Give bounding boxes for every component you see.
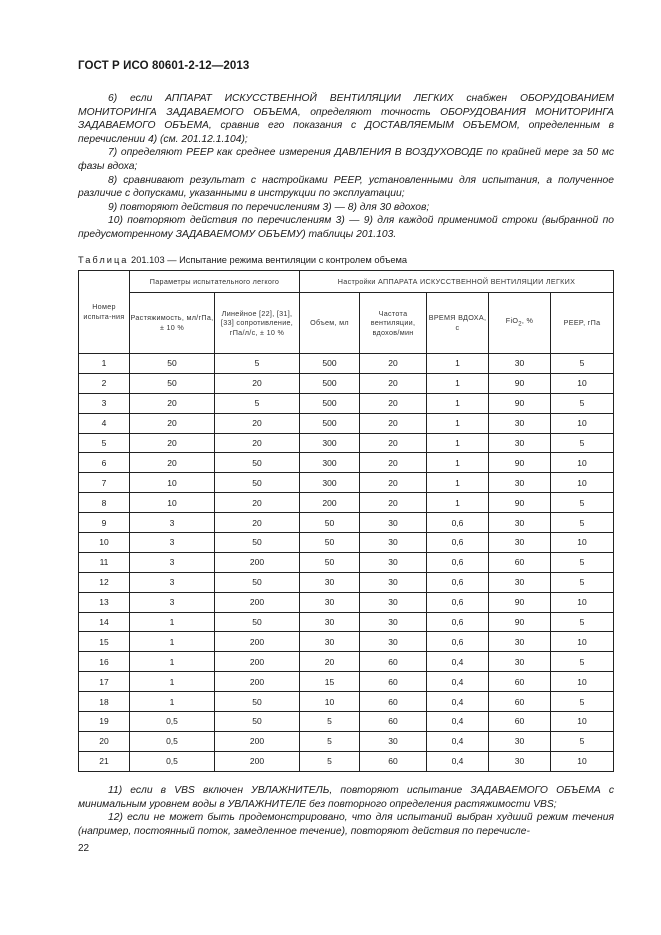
table-cell: 30 xyxy=(360,572,427,592)
table-cell: 10 xyxy=(551,533,614,553)
table-cell: 30 xyxy=(489,533,551,553)
table-cell: 0,4 xyxy=(427,751,489,771)
table-cell: 10 xyxy=(551,632,614,652)
fio2-subscript: 2 xyxy=(518,321,522,328)
table-cell: 30 xyxy=(300,592,360,612)
table-cell: 90 xyxy=(489,592,551,612)
table-row xyxy=(79,433,614,453)
table-cell: 20 xyxy=(300,652,360,672)
table-cell: 5 xyxy=(551,731,614,751)
table-cell: 10 xyxy=(300,692,360,712)
table-row xyxy=(79,632,614,652)
page-number: 22 xyxy=(78,843,90,854)
table-cell: 30 xyxy=(360,632,427,652)
table-cell: 90 xyxy=(489,493,551,513)
paragraph-6: 6) если АППАРАТ ИСКУССТВЕННОЙ ВЕНТИЛЯЦИИ ЛЕГКИХ снабжен ОБОРУДОВАНИЕМ МОНИТОРИНГА ЗАДАВАЕМОГО ОБЪЕМА, определяют точность ОБОРУДОВАНИЯ МОНИТОРИНГА ЗАДАВАЕМОГО ОБЪЕМА, сравнив его показания с ДОСТАВЛЯЕМЫМ ОБЪЕМОМ, определенным в перечислении 4) (см. 201.12.1.104); xyxy=(78,93,614,145)
table-cell: 5 xyxy=(551,692,614,712)
table-cell: 0,6 xyxy=(427,632,489,652)
table-cell: 30 xyxy=(489,354,551,374)
table-cell: 5 xyxy=(551,354,614,374)
table-cell: 1 xyxy=(130,652,215,672)
col-header-rate: Частота вентиляции, вдохов/мин xyxy=(360,293,427,354)
table-cell: 20 xyxy=(130,413,215,433)
table-cell: 5 xyxy=(215,393,300,413)
table-cell: 30 xyxy=(360,731,427,751)
table-cell: 10 xyxy=(130,473,215,493)
table-cell: 3 xyxy=(130,533,215,553)
table-row xyxy=(79,453,614,473)
col-header-compliance: Растяжимость, мл/гПа, ± 10 % xyxy=(130,293,215,354)
table-cell: 60 xyxy=(360,672,427,692)
table-cell: 90 xyxy=(489,453,551,473)
table-cell: 1 xyxy=(427,493,489,513)
table-cell: 10 xyxy=(551,712,614,732)
table-row xyxy=(79,413,614,433)
table-cell: 90 xyxy=(489,612,551,632)
table-cell: 5 xyxy=(300,712,360,732)
table-row xyxy=(79,672,614,692)
table-cell: 30 xyxy=(300,572,360,592)
table-cell: 15 xyxy=(79,632,130,652)
table-cell: 60 xyxy=(489,552,551,572)
table-cell: 200 xyxy=(215,632,300,652)
paragraph-8: 8) сравнивают результат с настройками PEEP, установленными для испытания, а полученное различие с допусками, указанными в инструкции по эксплуатации; xyxy=(78,174,614,200)
table-cell: 10 xyxy=(79,533,130,553)
table-cell: 10 xyxy=(551,592,614,612)
table-cell: 60 xyxy=(360,712,427,732)
table-cell: 1 xyxy=(427,393,489,413)
table-cell: 0,4 xyxy=(427,692,489,712)
table-cell: 0,5 xyxy=(130,731,215,751)
table-cell: 20 xyxy=(215,513,300,533)
table-cell: 50 xyxy=(215,533,300,553)
document-header: ГОСТ Р ИСО 80601-2-12—2013 xyxy=(78,60,250,72)
table-cell: 5 xyxy=(79,433,130,453)
table-row xyxy=(79,354,614,374)
col-header-fio2 xyxy=(489,293,551,354)
table-cell: 4 xyxy=(79,413,130,433)
table-cell: 30 xyxy=(360,533,427,553)
col-header-peep: PEEP, гПа xyxy=(551,293,614,354)
table-cell: 50 xyxy=(215,612,300,632)
table-cell: 3 xyxy=(79,393,130,413)
table-row xyxy=(79,652,614,672)
table-caption-prefix: Таблица xyxy=(78,255,129,265)
table-cell: 200 xyxy=(215,552,300,572)
table-cell: 50 xyxy=(215,572,300,592)
table-cell: 0,4 xyxy=(427,731,489,751)
col-header-test-number: Номер испыта-ния xyxy=(79,271,130,354)
table-cell: 20 xyxy=(360,373,427,393)
table-cell: 5 xyxy=(551,433,614,453)
table-cell: 30 xyxy=(300,632,360,652)
col-header-inspiration-time: ВРЕМЯ ВДОХА, с xyxy=(427,293,489,354)
table-row xyxy=(79,493,614,513)
group-header-ventilator-settings: Настройки АППАРАТА ИСКУССТВЕННОЙ ВЕНТИЛЯЦИИ ЛЕГКИХ xyxy=(300,271,614,293)
table-cell: 13 xyxy=(79,592,130,612)
table-cell: 500 xyxy=(300,373,360,393)
table-cell: 14 xyxy=(79,612,130,632)
table-cell: 20 xyxy=(360,413,427,433)
table-cell: 0,5 xyxy=(130,712,215,732)
table-cell: 5 xyxy=(551,393,614,413)
table-cell: 60 xyxy=(489,692,551,712)
table-cell: 0,4 xyxy=(427,672,489,692)
table-cell: 1 xyxy=(427,413,489,433)
table-cell: 50 xyxy=(215,712,300,732)
table-row xyxy=(79,373,614,393)
table-cell: 50 xyxy=(300,552,360,572)
table-cell: 1 xyxy=(427,473,489,493)
table-row xyxy=(79,572,614,592)
table-row xyxy=(79,751,614,771)
table-cell: 0,4 xyxy=(427,652,489,672)
table-cell: 30 xyxy=(360,612,427,632)
table-cell: 1 xyxy=(79,354,130,374)
table-cell: 60 xyxy=(489,672,551,692)
table-cell: 0,4 xyxy=(427,712,489,732)
table-cell: 10 xyxy=(551,413,614,433)
table-cell: 10 xyxy=(130,493,215,513)
paragraph-9: 9) повторяют действия по перечислениям 3) — 8) для 30 вдохов; xyxy=(108,201,430,213)
table-cell: 300 xyxy=(300,453,360,473)
table-cell: 30 xyxy=(489,731,551,751)
table-cell: 16 xyxy=(79,652,130,672)
table-row xyxy=(79,393,614,413)
table-row xyxy=(79,533,614,553)
table-caption xyxy=(78,255,407,265)
table-cell: 15 xyxy=(300,672,360,692)
table-cell: 17 xyxy=(79,672,130,692)
fio2-label: FiO xyxy=(505,315,519,325)
table-cell: 50 xyxy=(215,453,300,473)
paragraph-10: 10) повторяют действия по перечислениям 3) — 9) для каждой применимой строки (выбранной по предусмотренному ЗАДАВАЕМОМУ ОБЪЕМУ) таблицы 201.103. xyxy=(78,215,614,240)
table-cell: 0,6 xyxy=(427,552,489,572)
table-cell: 1 xyxy=(427,453,489,473)
table-cell: 200 xyxy=(215,731,300,751)
col-header-resistance: Линейное [22], [31], [33] сопротивление, гПа/л/с, ± 10 % xyxy=(215,293,300,354)
table-cell: 50 xyxy=(215,473,300,493)
table-cell: 5 xyxy=(215,354,300,374)
paragraphs-top xyxy=(78,92,614,242)
table-cell: 5 xyxy=(551,612,614,632)
table-row xyxy=(79,552,614,572)
table-cell: 18 xyxy=(79,692,130,712)
table-cell: 90 xyxy=(489,373,551,393)
table-cell: 1 xyxy=(427,354,489,374)
table-cell: 8 xyxy=(79,493,130,513)
table-cell: 90 xyxy=(489,393,551,413)
table-cell: 20 xyxy=(360,393,427,413)
table-cell: 10 xyxy=(551,453,614,473)
table-cell: 0,6 xyxy=(427,513,489,533)
table-cell: 1 xyxy=(130,632,215,652)
table-cell: 10 xyxy=(551,751,614,771)
table-cell: 30 xyxy=(360,513,427,533)
table-cell: 60 xyxy=(360,692,427,712)
table-cell: 300 xyxy=(300,473,360,493)
col-header-volume: Объем, мл xyxy=(300,293,360,354)
table-cell: 0,6 xyxy=(427,533,489,553)
table-cell: 0,6 xyxy=(427,612,489,632)
table-row xyxy=(79,513,614,533)
table-cell: 30 xyxy=(489,751,551,771)
table-cell: 3 xyxy=(130,513,215,533)
table-cell: 20 xyxy=(130,393,215,413)
table-cell: 300 xyxy=(300,433,360,453)
table-cell: 50 xyxy=(130,373,215,393)
paragraphs-bottom xyxy=(78,784,614,838)
table-cell: 20 xyxy=(215,373,300,393)
table-cell: 60 xyxy=(489,712,551,732)
table-cell: 50 xyxy=(215,692,300,712)
table-row xyxy=(79,712,614,732)
table-cell: 60 xyxy=(360,652,427,672)
table-cell: 11 xyxy=(79,552,130,572)
fio2-unit: , % xyxy=(521,315,534,325)
group-header-test-lung: Параметры испытательного легкого xyxy=(130,271,300,293)
table-cell: 20 xyxy=(360,473,427,493)
table-cell: 10 xyxy=(551,672,614,692)
table-cell: 60 xyxy=(360,751,427,771)
table-row xyxy=(79,592,614,612)
table-cell: 21 xyxy=(79,751,130,771)
table-cell: 30 xyxy=(489,413,551,433)
paragraph-7: 7) определяют PEEP как среднее измерения ДАВЛЕНИЯ В ВОЗДУХОВОДЕ по крайней мере за 50 мс фазы вдоха; xyxy=(78,147,614,172)
table-cell: 5 xyxy=(300,751,360,771)
table-cell: 30 xyxy=(489,572,551,592)
table-cell: 3 xyxy=(130,552,215,572)
table-cell: 50 xyxy=(130,354,215,374)
table-cell: 20 xyxy=(215,433,300,453)
table-cell: 1 xyxy=(130,692,215,712)
table-cell: 20 xyxy=(130,453,215,473)
table-cell: 10 xyxy=(551,373,614,393)
ventilation-test-table xyxy=(78,270,614,772)
table-cell: 20 xyxy=(215,413,300,433)
table-cell: 2 xyxy=(79,373,130,393)
table-cell: 30 xyxy=(489,632,551,652)
table-cell: 12 xyxy=(79,572,130,592)
table-cell: 5 xyxy=(300,731,360,751)
table-cell: 50 xyxy=(300,533,360,553)
paragraph-11: 11) если в VBS включен УВЛАЖНИТЕЛЬ, повторяют испытание ЗАДАВАЕМОГО ОБЪЕМА с минимальным уровнем воды в УВЛАЖНИТЕЛЕ без повторного определения растяжимости VBS; xyxy=(78,785,614,810)
table-cell: 0,6 xyxy=(427,572,489,592)
paragraph-12: 12) если не может быть продемонстрировано, что для испытаний выбран худший режим течения (например, постоянный поток, замедленное течение), повторяют действия по перечисле- xyxy=(78,812,614,837)
table-cell: 5 xyxy=(551,513,614,533)
table-cell: 1 xyxy=(130,612,215,632)
table-cell: 0,6 xyxy=(427,592,489,612)
table-cell: 30 xyxy=(489,433,551,453)
table-caption-text: 201.103 — Испытание режима вентиляции с контролем объема xyxy=(128,255,408,265)
table-cell: 30 xyxy=(489,513,551,533)
table-row xyxy=(79,692,614,712)
table-cell: 5 xyxy=(551,552,614,572)
table-cell: 9 xyxy=(79,513,130,533)
table-cell: 1 xyxy=(130,672,215,692)
table-cell: 0,5 xyxy=(130,751,215,771)
table-cell: 30 xyxy=(489,473,551,493)
table-cell: 30 xyxy=(300,612,360,632)
table-cell: 5 xyxy=(551,652,614,672)
table-cell: 5 xyxy=(551,493,614,513)
table-cell: 20 xyxy=(360,493,427,513)
table-row xyxy=(79,612,614,632)
table-cell: 1 xyxy=(427,433,489,453)
table-cell: 20 xyxy=(79,731,130,751)
table-cell: 20 xyxy=(130,433,215,453)
table-cell: 1 xyxy=(427,373,489,393)
table-cell: 200 xyxy=(215,652,300,672)
table-cell: 200 xyxy=(215,751,300,771)
table-cell: 30 xyxy=(489,652,551,672)
table-cell: 10 xyxy=(551,473,614,493)
table-cell: 500 xyxy=(300,413,360,433)
table-cell: 200 xyxy=(215,672,300,692)
table-cell: 3 xyxy=(130,592,215,612)
table-cell: 200 xyxy=(300,493,360,513)
table-body xyxy=(79,354,614,772)
table-cell: 50 xyxy=(300,513,360,533)
table-cell: 20 xyxy=(215,493,300,513)
table-cell: 200 xyxy=(215,592,300,612)
table-row xyxy=(79,731,614,751)
table-row xyxy=(79,473,614,493)
table-cell: 20 xyxy=(360,354,427,374)
table-cell: 3 xyxy=(130,572,215,592)
table-cell: 5 xyxy=(551,572,614,592)
table-cell: 20 xyxy=(360,433,427,453)
table-cell: 500 xyxy=(300,354,360,374)
table-cell: 20 xyxy=(360,453,427,473)
table-cell: 7 xyxy=(79,473,130,493)
table-cell: 6 xyxy=(79,453,130,473)
table-cell: 30 xyxy=(360,592,427,612)
table-cell: 500 xyxy=(300,393,360,413)
table-cell: 19 xyxy=(79,712,130,732)
table-cell: 30 xyxy=(360,552,427,572)
